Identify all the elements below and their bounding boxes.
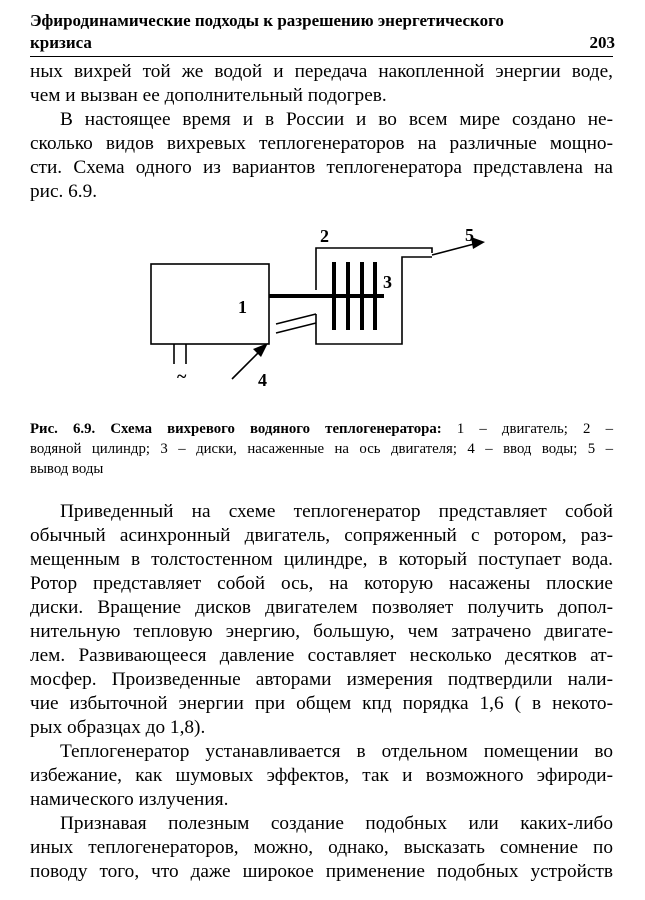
- paragraph-1: [30, 60, 613, 108]
- text-line: сколько видов вихревых теплогенераторов на различные мощно-: [30, 133, 613, 154]
- text-line: Ротор представляет собой ось, на которую насажены плоские: [30, 573, 613, 594]
- text-line: мещенным в толстостенном цилиндре, в который поступает вода.: [30, 549, 613, 570]
- text-line: Теплогенератор устанавливается в отдельном помещении во: [60, 741, 613, 762]
- text-line: рис. 6.9.: [30, 181, 98, 202]
- figure-caption: [30, 419, 613, 479]
- text-line: иных теплогенераторов, можно, однако, высказать сомнение по: [30, 837, 613, 858]
- header-rule: [30, 56, 613, 57]
- text-line: Признавая полезным создание подобных или каких-либо: [60, 813, 613, 834]
- ac-symbol: ~: [177, 366, 187, 386]
- text-line: намического излучения.: [30, 789, 229, 810]
- caption-line: вывод воды: [30, 461, 104, 477]
- text-line: сти. Схема одного из вариантов теплогенератора представлена на: [30, 157, 613, 178]
- caption-line: водяной цилиндр; 3 – диски, насаженные на ось двигателя; 4 – ввод воды; 5 –: [30, 441, 613, 457]
- figure-6-9: [140, 222, 520, 402]
- inlet-pipe: [276, 323, 316, 333]
- header-title-line2: кризиса: [30, 33, 92, 52]
- text-line: В настоящее время и в России и во всем мире создано не-: [60, 109, 613, 130]
- text-line: поводу того, что даже широкое применение подобных устройств: [30, 861, 613, 882]
- label-3: 3: [383, 272, 392, 292]
- label-5: 5: [465, 225, 474, 245]
- label-1: 1: [238, 297, 247, 317]
- text-line: чие избыточной энергии при общем кпд порядка 1,6 ( в некото-: [30, 693, 613, 714]
- label-4: 4: [258, 370, 267, 390]
- page-number: 203: [589, 33, 615, 52]
- text-line: диски. Вращение дисков двигателем позволяет получить допол-: [30, 597, 613, 618]
- paragraph-2: [30, 108, 613, 204]
- text-line: мосфер. Произведенные авторами измерения подтвердили нали-: [30, 669, 613, 690]
- inlet-arrow: [232, 350, 261, 379]
- paragraph-5: [30, 812, 613, 884]
- outlet-arrow: [432, 244, 474, 255]
- caption-title: Рис. 6.9. Схема вихревого водяного теплогенератора:: [30, 421, 442, 437]
- paragraph-4: [30, 740, 613, 812]
- text-line: нительную тепловую энергию, большую, чем затрачено двигате-: [30, 621, 613, 642]
- motor-box: [151, 264, 269, 344]
- caption-line: [30, 419, 613, 439]
- heat-generator-diagram: [140, 222, 520, 402]
- text-line: обычный асинхронный двигатель, сопряженный с ротором, раз-: [30, 525, 613, 546]
- caption-text: 1 – двигатель; 2 –: [441, 421, 613, 437]
- text-line: чем и вызван ее дополнительный подогрев.: [30, 85, 387, 106]
- text-line: Приведенный на схеме теплогенератор представляет собой: [60, 501, 613, 522]
- label-2: 2: [320, 226, 329, 246]
- running-header: [30, 10, 615, 54]
- inlet-pipe: [276, 314, 316, 324]
- text-line: рых образцах до 1,8).: [30, 717, 206, 738]
- text-line: избежание, как шумовых эффектов, так и возможного эфироди-: [30, 765, 613, 786]
- text-line: лем. Развивающееся давление составляет несколько десятков ат-: [30, 645, 613, 666]
- text-line: ных вихрей той же водой и передача накопленной энергии воде,: [30, 61, 613, 82]
- header-title-line1: Эфиродинамические подходы к разрешению энергетического: [30, 11, 504, 30]
- paragraph-3: [30, 500, 613, 740]
